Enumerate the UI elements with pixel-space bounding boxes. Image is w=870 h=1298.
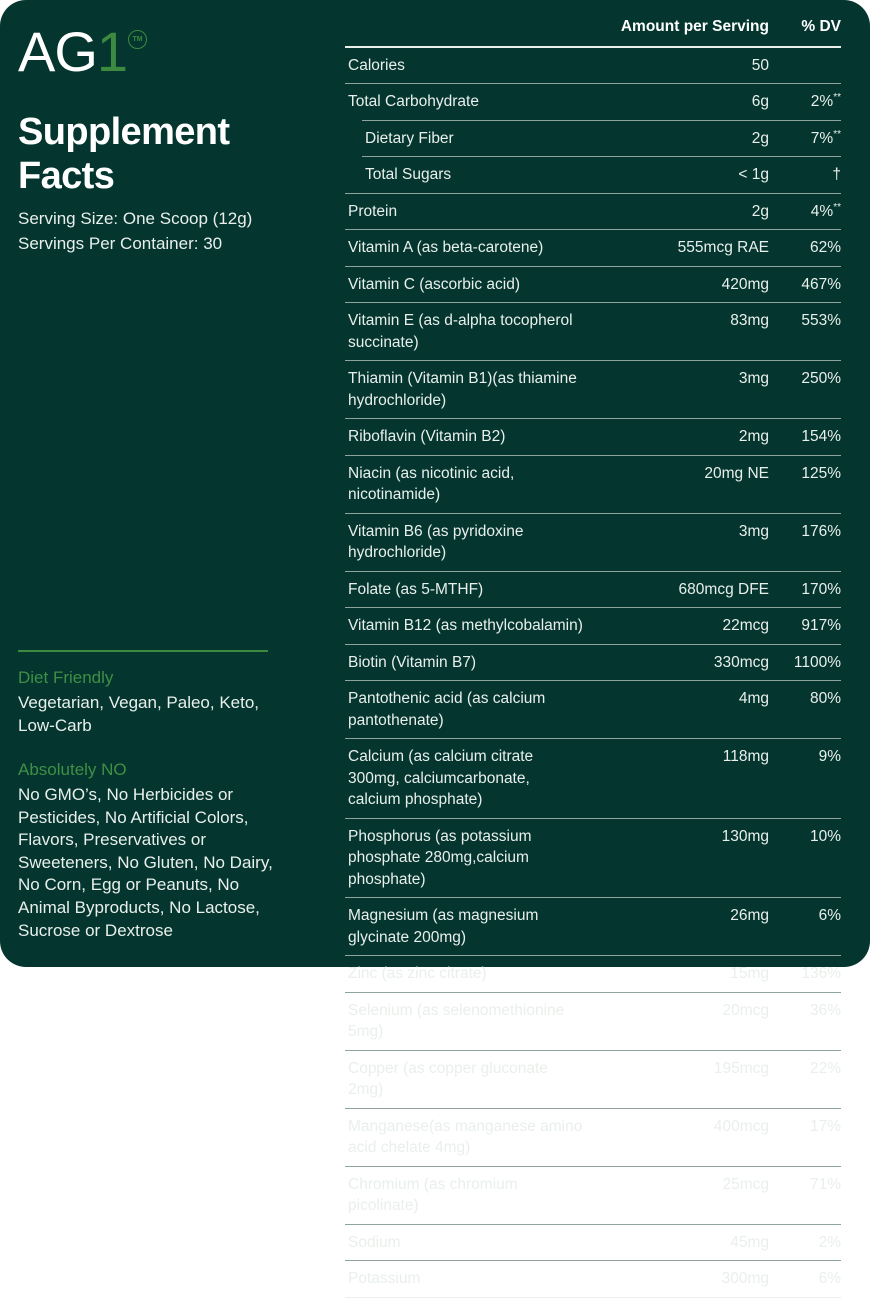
serving-info: [18, 206, 308, 256]
diet-friendly-section: [18, 666, 286, 737]
nutrient-name: Calories: [348, 55, 594, 77]
nutrient-amount: 680mcg DFE: [594, 579, 769, 601]
nutrient-daily-value: 170%: [769, 579, 841, 601]
nutrient-daily-value: 7%**: [769, 128, 841, 150]
nutrient-daily-value: 176%: [769, 521, 841, 543]
nutrient-name: Folate (as 5-MTHF): [348, 579, 594, 601]
nutrient-daily-value: 2%: [769, 1232, 841, 1254]
diet-friendly-body: Vegetarian, Vegan, Paleo, Keto, Low-Carb: [18, 692, 286, 737]
nutrient-name: Phosphorus (as potassium phosphate 280mg,calcium phosphate): [348, 826, 594, 891]
table-row: [345, 419, 841, 455]
nutrient-amount: 300mg: [594, 1268, 769, 1290]
left-column: [18, 0, 318, 967]
nutrient-daily-value: 6%: [769, 905, 841, 927]
nutrient-name: Magnesium (as magnesium glycinate 200mg): [348, 905, 594, 948]
nutrient-amount: 50: [594, 55, 769, 77]
column-header-dv: % DV: [769, 18, 841, 36]
nutrient-amount: 22mcg: [594, 615, 769, 637]
ag1-logo: [18, 24, 147, 80]
daily-value-footnote-marker: **: [833, 92, 841, 103]
nutrient-amount: 20mg NE: [594, 463, 769, 485]
nutrient-amount: 26mg: [594, 905, 769, 927]
nutrient-daily-value: 154%: [769, 426, 841, 448]
nutrient-amount: 83mg: [594, 310, 769, 332]
nutrient-name: Potassium: [348, 1268, 594, 1290]
table-row: [345, 157, 841, 193]
table-row: [345, 514, 841, 571]
nutrient-name: Total Sugars: [348, 164, 594, 186]
daily-value-footnote-marker: **: [833, 128, 841, 139]
nutrient-name: Vitamin B6 (as pyridoxine hydrochloride): [348, 521, 594, 564]
table-row: [345, 1051, 841, 1108]
nutrient-amount: 6g: [594, 91, 769, 113]
table-row: [345, 303, 841, 360]
table-row: [345, 956, 841, 992]
table-row: [345, 194, 841, 230]
nutrient-daily-value: 250%: [769, 368, 841, 390]
column-header-amount: Amount per Serving: [594, 18, 769, 36]
table-body: [345, 48, 841, 1298]
nutrient-amount: 2g: [594, 128, 769, 150]
table-row: [345, 608, 841, 644]
nutrient-amount: 3mg: [594, 521, 769, 543]
nutrient-daily-value: 22%: [769, 1058, 841, 1080]
nutrient-name: Biotin (Vitamin B7): [348, 652, 594, 674]
nutrient-daily-value: 80%: [769, 688, 841, 710]
nutrient-daily-value: 62%: [769, 237, 841, 259]
nutrient-name: Pantothenic acid (as calcium pantothenate): [348, 688, 594, 731]
nutrient-daily-value: †: [769, 164, 841, 186]
nutrient-name: Thiamin (Vitamin B1)(as thiamine hydrochloride): [348, 368, 594, 411]
nutrient-name: Total Carbohydrate: [348, 91, 594, 113]
nutrient-name: Niacin (as nicotinic acid, nicotinamide): [348, 463, 594, 506]
nutrient-amount: 15mg: [594, 963, 769, 985]
table-header-row: [345, 18, 841, 46]
nutrient-daily-value: 10%: [769, 826, 841, 848]
nutrient-amount: 118mg: [594, 746, 769, 768]
nutrient-amount: 400mcg: [594, 1116, 769, 1138]
nutrient-daily-value: 467%: [769, 274, 841, 296]
nutrient-amount: 330mcg: [594, 652, 769, 674]
table-row: [345, 1109, 841, 1166]
table-row: [345, 1167, 841, 1224]
absolutely-no-heading: Absolutely NO: [18, 758, 286, 782]
trademark-icon: TM: [128, 30, 147, 49]
nutrient-name: Vitamin A (as beta-carotene): [348, 237, 594, 259]
nutrient-daily-value: 36%: [769, 1000, 841, 1022]
nutrient-name: Chromium (as chromium picolinate): [348, 1174, 594, 1217]
table-row: [345, 1261, 841, 1297]
nutrient-name: Zinc (as zinc citrate): [348, 963, 594, 985]
accent-divider: [18, 650, 268, 652]
nutrient-name: Vitamin B12 (as methylcobalamin): [348, 615, 594, 637]
nutrient-name: Calcium (as calcium citrate 300mg, calciumcarbonate, calcium phosphate): [348, 746, 594, 811]
nutrient-amount: 130mg: [594, 826, 769, 848]
nutrient-daily-value: 9%: [769, 746, 841, 768]
nutrient-daily-value: 125%: [769, 463, 841, 485]
nutrient-amount: 25mcg: [594, 1174, 769, 1196]
table-row: [345, 572, 841, 608]
nutrient-name: Sodium: [348, 1232, 594, 1254]
nutrient-amount: 195mcg: [594, 1058, 769, 1080]
servings-per-container: Servings Per Container: 30: [18, 231, 308, 256]
nutrient-amount: 420mg: [594, 274, 769, 296]
nutrient-name: Copper (as copper gluconate 2mg): [348, 1058, 594, 1101]
absolutely-no-body: No GMO’s, No Herbicides or Pesticides, No Artificial Colors, Flavors, Preservatives or Sweeteners, No Gluten, No Dairy, No Corn, Egg or Peanuts, No Animal Byproducts, No Lactose, Sucrose or Dextrose: [18, 784, 286, 942]
table-row: [345, 898, 841, 955]
page-title: Supplement Facts: [18, 110, 308, 198]
nutrient-name: Riboflavin (Vitamin B2): [348, 426, 594, 448]
table-row: [345, 267, 841, 303]
nutrient-name: Vitamin E (as d-alpha tocopherol succinate): [348, 310, 594, 353]
absolutely-no-section: [18, 758, 286, 942]
nutrient-daily-value: 4%**: [769, 201, 841, 223]
table-row: [345, 84, 841, 120]
nutrient-amount: 45mg: [594, 1232, 769, 1254]
nutrient-amount: 3mg: [594, 368, 769, 390]
nutrient-name: Manganese(as manganese amino acid chelate 4mg): [348, 1116, 594, 1159]
nutrient-amount: < 1g: [594, 164, 769, 186]
table-row: [345, 681, 841, 738]
nutrient-daily-value: 136%: [769, 963, 841, 985]
nutrient-daily-value: 1100%: [769, 652, 841, 674]
nutrient-daily-value: 71%: [769, 1174, 841, 1196]
table-row: [345, 361, 841, 418]
nutrient-daily-value: 17%: [769, 1116, 841, 1138]
nutrient-name: Dietary Fiber: [348, 128, 594, 150]
nutrient-name: Protein: [348, 201, 594, 223]
daily-value-footnote-marker: **: [833, 201, 841, 212]
nutrient-amount: 20mcg: [594, 1000, 769, 1022]
nutrient-daily-value: 917%: [769, 615, 841, 637]
nutrient-amount: 4mg: [594, 688, 769, 710]
nutrient-daily-value: 553%: [769, 310, 841, 332]
logo-ag-text: AG: [18, 24, 97, 80]
nutrient-amount: 2g: [594, 201, 769, 223]
table-row: [345, 121, 841, 157]
nutrient-amount: 2mg: [594, 426, 769, 448]
table-row: [345, 645, 841, 681]
nutrient-daily-value: 2%**: [769, 91, 841, 113]
table-row: [345, 48, 841, 84]
nutrient-name: Selenium (as selenomethionine 5mg): [348, 1000, 594, 1043]
serving-size: Serving Size: One Scoop (12g): [18, 206, 308, 231]
nutrient-amount: 555mcg RAE: [594, 237, 769, 259]
nutrient-name: Vitamin C (ascorbic acid): [348, 274, 594, 296]
table-row: [345, 456, 841, 513]
table-row: [345, 993, 841, 1050]
table-row: [345, 230, 841, 266]
nutrition-table: [345, 18, 841, 1298]
diet-friendly-heading: Diet Friendly: [18, 666, 286, 690]
table-row: [345, 1225, 841, 1261]
logo-one-text: 1: [97, 24, 127, 80]
nutrient-daily-value: 6%: [769, 1268, 841, 1290]
table-row: [345, 819, 841, 898]
table-row: [345, 739, 841, 818]
